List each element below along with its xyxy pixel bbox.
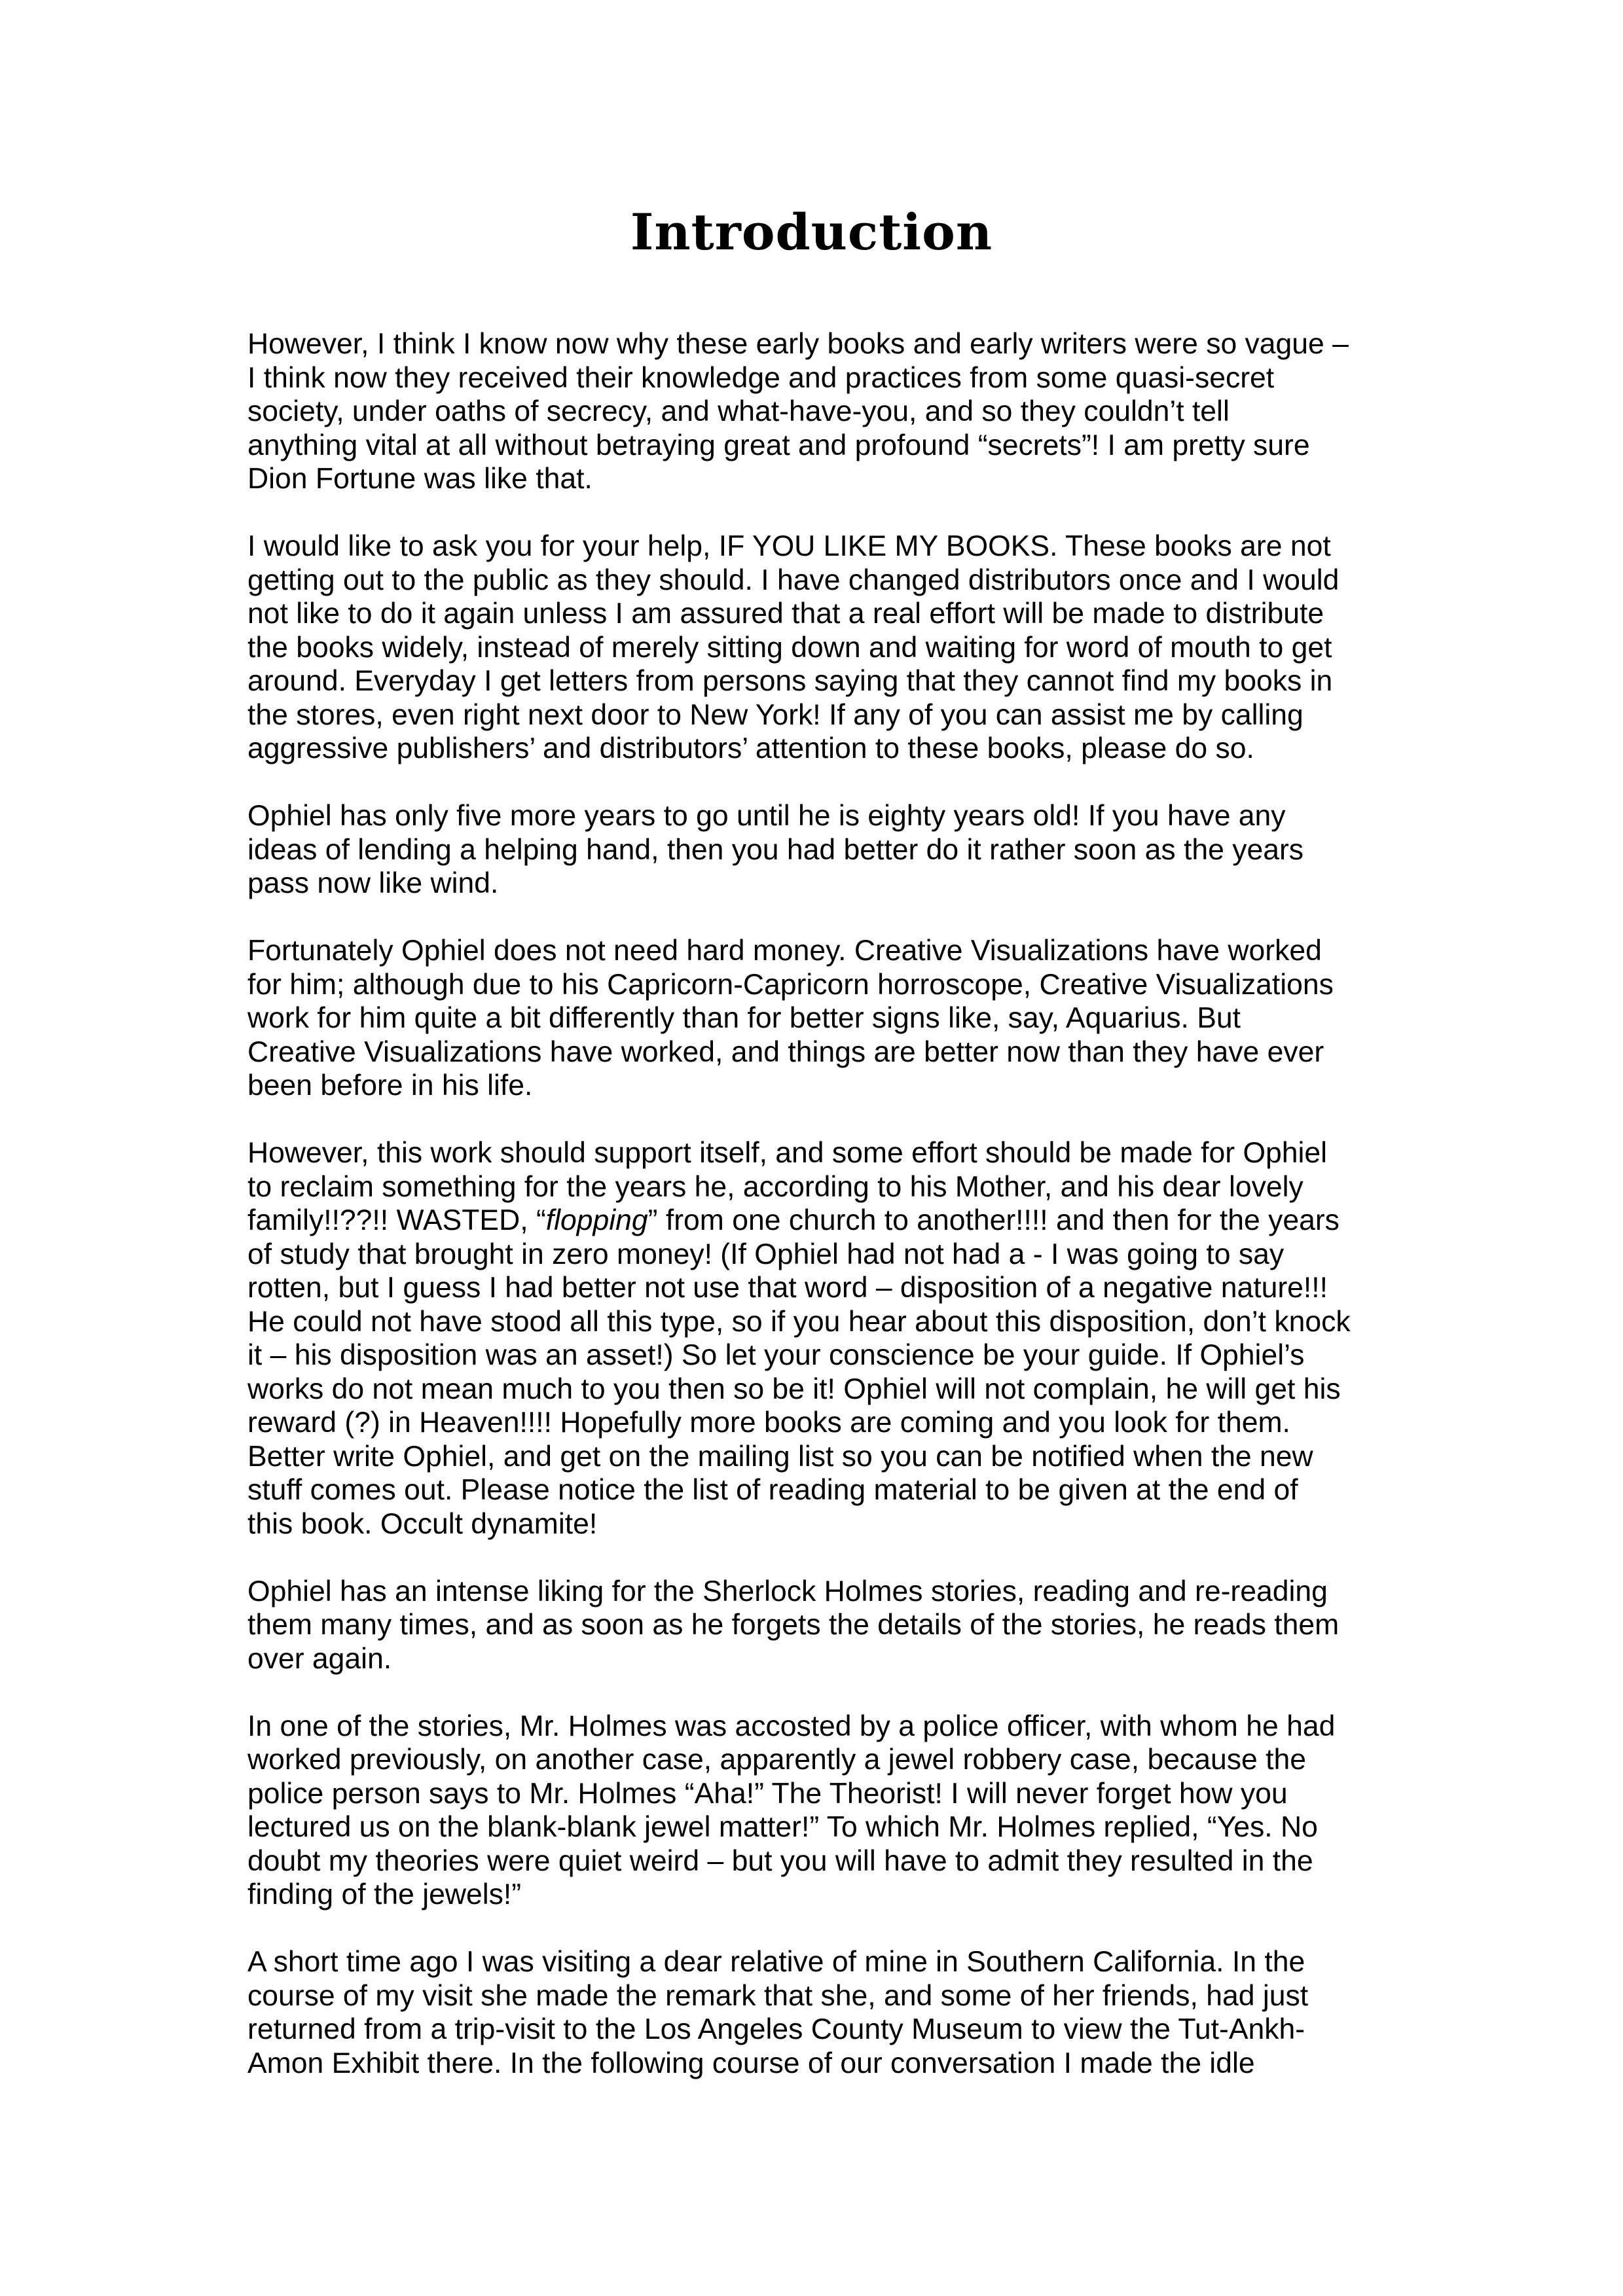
paragraph-holmes-story: In one of the stories, Mr. Holmes was accosted by a police officer, with whom he had worked previously, on another case, apparently a jewel robbery case, because the police person says to Mr. Holmes “Aha!” The Theorist! I will never forget how you lectured us on the blank-blank jewel matter!” To which Mr. Holmes replied, “Yes. No doubt my theories were quiet weird – but you will have to admit they resulted in the finding of the jewels!”	[247, 1710, 1336, 1910]
paragraph-creative-visualizations: Fortunately Ophiel does not need hard money. Creative Visualizations have worked for him; although due to his Capricorn-Capricorn horroscope, Creative Visualizations work for him quite a bit differently than for better signs like, say, Aquarius. But Creative Visualizations have worked, and things are better now than they have ever been before in his life.	[247, 935, 1334, 1102]
paragraph-california-visit: A short time ago I was visiting a dear relative of mine in Southern California. In the course of my visit she made the remark that she, and some of her friends, had just returned from a trip-visit to the Los Angeles County Museum to view the Tut-Ankh- Amon Exhibit there. In the following course of our conversation I made the idle	[247, 1946, 1309, 2079]
paragraph-support-work-part-2: ” from one church to another!!!! and then for the years of study that brought in zero money! (If Ophiel had not had a - I was going to say rotten, but I guess I had better not use that word – disposition of a negative nature!!! He could not have stood all this type, so if you hear about this disposition, don’t knock it – his disposition was an asset!) So let your conscience be your guide. If Ophiel’s works do not mean much to you then so be it! Ophiel will not complain, he will get his reward (?) in Heaven!!!! Hopefully more books are coming and you look for them. Better write Ophiel, and get on the mailing list so you can be notified when the new stuff comes out. Please notice the list of reading material to be given at the end of this book. Occult dynamite!	[247, 1204, 1351, 1540]
paragraph-sherlock-holmes: Ophiel has an intense liking for the Sherlock Holmes stories, reading and re-reading them many times, and as soon as he forgets the details of the stories, he reads them over again.	[247, 1575, 1340, 1675]
body-text	[247, 327, 1400, 2080]
paragraph-support-work	[247, 1136, 1400, 1541]
paragraph-support-work-part-1: However, this work should support itself, and some effort should be made for Ophiel to reclaim something for the years he, according to his Mother, and his dear lovely family!!??!! WASTED, “	[247, 1137, 1328, 1236]
paragraph-help-request: I would like to ask you for your help, IF YOU LIKE MY BOOKS. These books are not getting out to the public as they should. I have changed distributors once and I would not like to do it again unless I am assured that a real effort will be made to distribute the books widely, instead of merely sitting down and waiting for word of mouth to get around. Everyday I get letters from persons saying that they cannot find my books in the stores, even right next door to New York! If any of you can assist me by calling aggressive publishers’ and distributors’ attention to these books, please do so.	[247, 530, 1340, 764]
paragraph-early-writers: However, I think I know now why these early books and early writers were so vague – I think now they received their knowledge and practices from some quasi-secret society, under oaths of secrecy, and what-have-you, and so they couldn’t tell anything vital at all without betraying great and profound “secrets”! I am pretty sure Dion Fortune was like that.	[247, 328, 1349, 495]
paragraph-ophiel-age: Ophiel has only five more years to go until he is eighty years old! If you have any ideas of lending a helping hand, then you had better do it rather soon as the years pass now like wind.	[247, 800, 1304, 899]
italic-flopping: flopping	[545, 1204, 648, 1236]
page-title: Introduction	[630, 203, 993, 261]
